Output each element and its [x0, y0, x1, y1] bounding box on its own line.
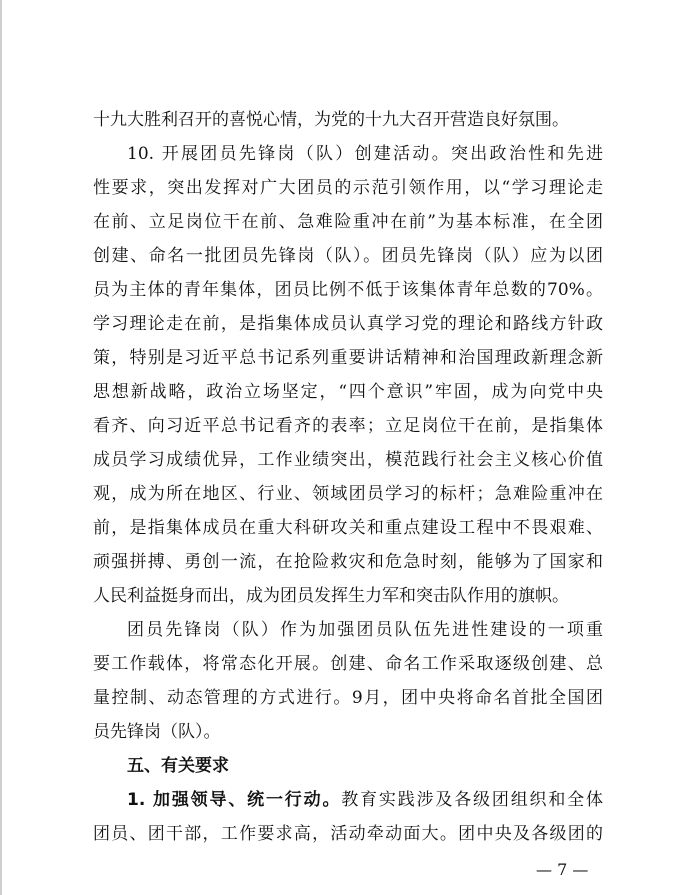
paragraph-text: 教育实践涉及各级团组织和全体	[341, 790, 603, 810]
section-heading: 五、有关要求	[127, 756, 229, 776]
text-line: 前，是指集体成员在重大科研攻关和重点建设工程中不畏艰难、	[93, 518, 603, 538]
text-line: 创建、命名一批团员先锋岗（队）。团员先锋岗（队）应为以团	[93, 246, 603, 266]
text-line: 量控制、动态管理的方式进行。9月，团中央将命名首批全国团	[93, 688, 603, 708]
text-line: 在前、立足岗位干在前、急难险重冲在前”为基本标准，在全团	[93, 212, 603, 232]
text-line: 思想新战略，政治立场坚定，“四个意识”牢固，成为向党中央	[93, 382, 603, 402]
text-line	[93, 783, 603, 817]
document-body	[93, 103, 603, 851]
text-line: 性要求，突出发挥对广大团员的示范引领作用，以“学习理论走	[93, 178, 603, 198]
text-line: 十九大胜利召开的喜悦心情，为党的十九大召开营造良好氛围。	[93, 110, 569, 130]
page-left-edge	[0, 0, 2, 895]
page-number: — 7 —	[536, 860, 589, 879]
text-line: 员先锋岗（队）。	[93, 722, 221, 742]
text-line: 看齐、向习近平总书记看齐的表率；立足岗位干在前，是指集体	[93, 416, 603, 436]
text-line: 策，特别是习近平总书记系列重要讲话精神和治国理政新理念新	[93, 348, 603, 368]
text-line: 要工作载体，将常态化开展。创建、命名工作采取逐级创建、总	[93, 654, 603, 674]
text-line: 人民利益挺身而出，成为团员发挥生力军和突击队作用的旗帜。	[93, 586, 569, 606]
paragraph-lead: 1. 加强领导、统一行动。	[127, 790, 342, 810]
text-line: 10. 开展团员先锋岗（队）创建活动。突出政治性和先进	[127, 144, 603, 164]
text-line: 顽强拼搏、勇创一流，在抢险救灾和危急时刻，能够为了国家和	[93, 552, 603, 572]
text-line: 观，成为所在地区、行业、领域团员学习的标杆；急难险重冲在	[93, 484, 603, 504]
text-line: 团员、团干部，工作要求高，活动牵动面大。团中央及各级团的	[93, 824, 603, 844]
text-line: 学习理论走在前，是指集体成员认真学习党的理论和路线方针政	[93, 314, 603, 334]
text-line: 员为主体的青年集体，团员比例不低于该集体青年总数的70%。	[93, 280, 603, 300]
text-line: 团员先锋岗（队）作为加强团员队伍先进性建设的一项重	[127, 620, 603, 640]
text-line: 成员学习成绩优异，工作业绩突出，模范践行社会主义核心价值	[93, 450, 603, 470]
